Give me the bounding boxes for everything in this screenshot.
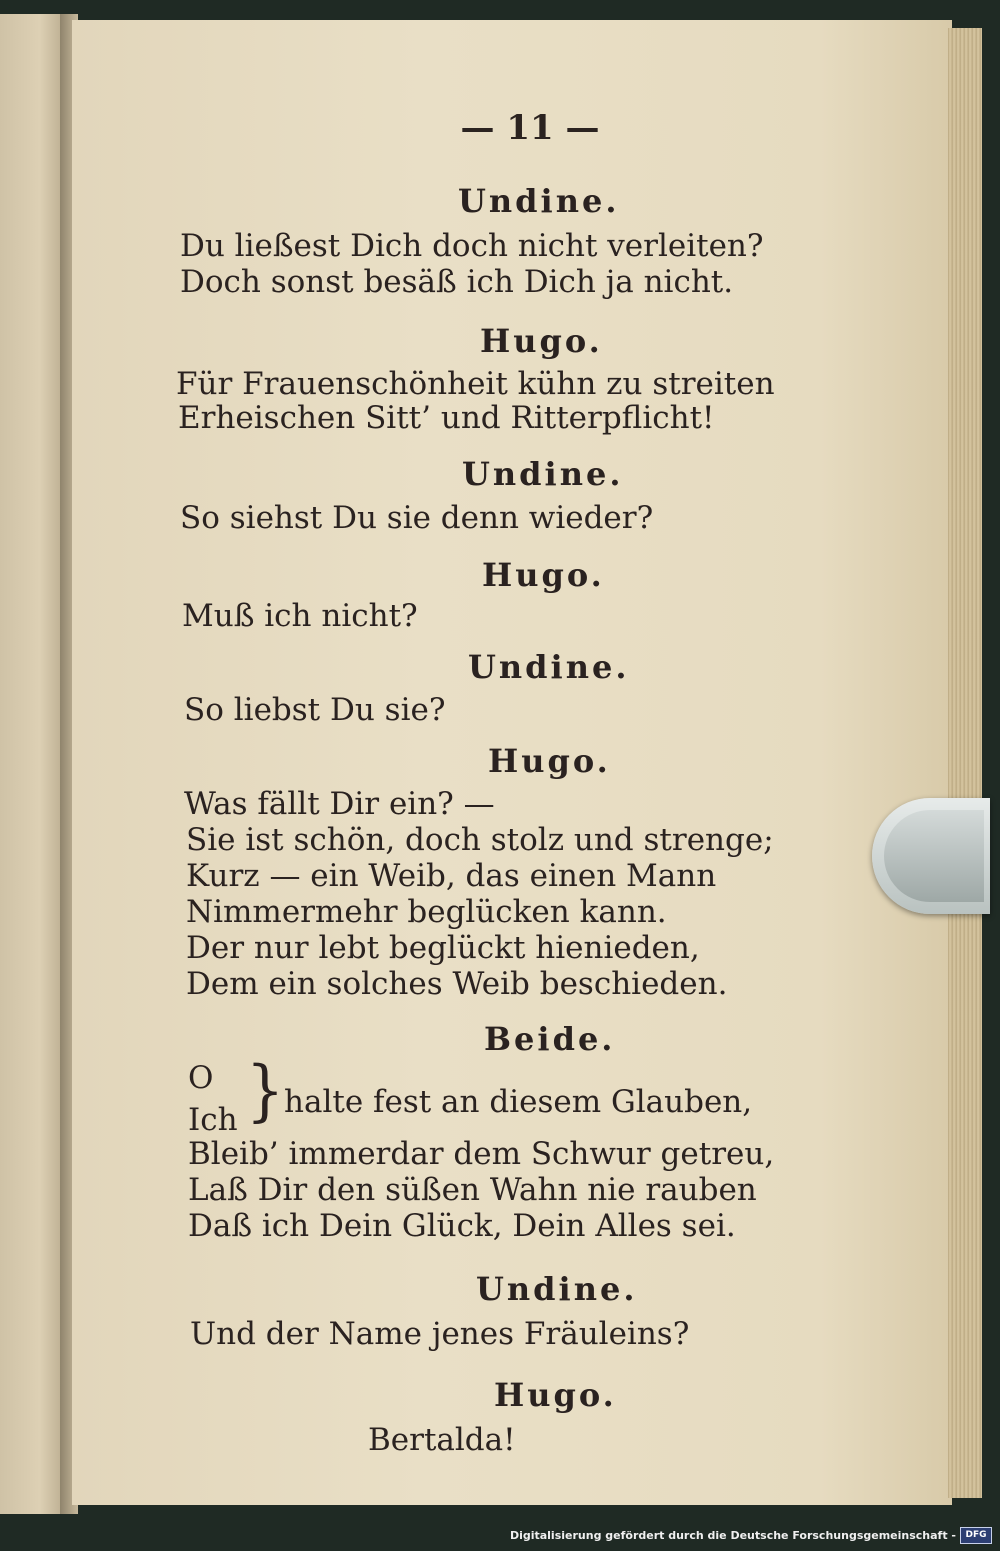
verse-line: Bertalda! xyxy=(368,1422,516,1458)
page-clip-inner xyxy=(884,810,984,902)
speaker-undine: Undine. xyxy=(458,182,620,220)
page-number: — 11 — xyxy=(460,108,600,148)
verse-line: Muß ich nicht? xyxy=(182,598,418,634)
verse-line: Kurz — ein Weib, das einen Mann xyxy=(186,858,717,894)
verse-line: Für Frauenschönheit kühn zu streiten xyxy=(176,366,775,402)
verse-line: So siehst Du sie denn wieder? xyxy=(180,500,654,536)
brace-option-top: O xyxy=(188,1060,214,1096)
verse-line: halte fest an diesem Glauben, xyxy=(284,1084,753,1120)
verse-line: Was fällt Dir ein? — xyxy=(184,786,495,822)
verse-line: Dem ein solches Weib beschieden. xyxy=(186,966,728,1002)
verse-line: Laß Dir den süßen Wahn nie rauben xyxy=(188,1172,757,1208)
funding-credit: Digitalisierung gefördert durch die Deutsche Forschungsgemeinschaft - xyxy=(509,1529,956,1542)
verse-line: Nimmermehr beglücken kann. xyxy=(186,894,667,930)
verse-line: So liebst Du sie? xyxy=(184,692,446,728)
curly-brace: } xyxy=(246,1052,285,1130)
speaker-hugo: Hugo. xyxy=(494,1376,617,1414)
speaker-undine: Undine. xyxy=(476,1270,638,1308)
speaker-undine: Undine. xyxy=(468,648,630,686)
speaker-hugo: Hugo. xyxy=(482,556,605,594)
verse-line: Der nur lebt beglückt hienieden, xyxy=(186,930,700,966)
speaker-hugo: Hugo. xyxy=(480,322,603,360)
verse-line: Du ließest Dich doch nicht verleiten? xyxy=(180,228,764,264)
verse-line: Sie ist schön, doch stolz und strenge; xyxy=(186,822,774,858)
previous-page-edge xyxy=(0,14,66,1514)
verse-line: Daß ich Dein Glück, Dein Alles sei. xyxy=(188,1208,736,1244)
brace-option-bottom: Ich xyxy=(188,1102,238,1138)
speaker-hugo: Hugo. xyxy=(488,742,611,780)
verse-line: Und der Name jenes Fräuleins? xyxy=(190,1316,690,1352)
speaker-beide: Beide. xyxy=(484,1020,616,1058)
dfg-logo: DFG xyxy=(960,1527,992,1544)
verse-line: Bleib’ immerdar dem Schwur getreu, xyxy=(188,1136,775,1172)
page-stack-edge xyxy=(948,28,982,1498)
verse-line: Erheischen Sitt’ und Ritterpflicht! xyxy=(178,400,715,436)
speaker-undine: Undine. xyxy=(462,455,624,493)
verse-line: Doch sonst besäß ich Dich ja nicht. xyxy=(180,264,734,300)
